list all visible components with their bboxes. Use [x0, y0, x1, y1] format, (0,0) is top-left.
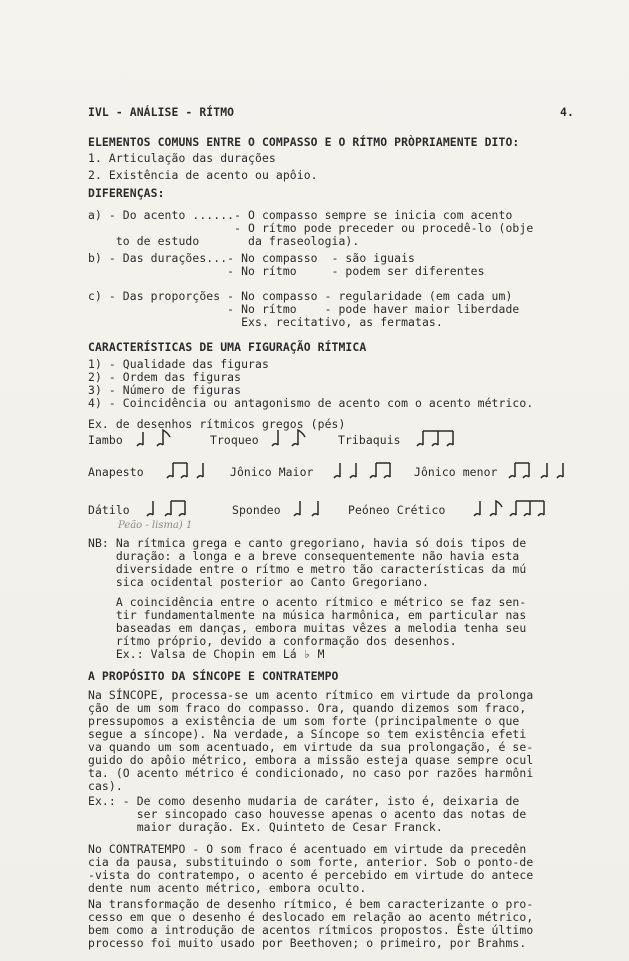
sec1-item: 2. Existência de acento ou apôio. [88, 168, 318, 182]
sincope-line: pressupomos a existência de um som forte (principalmente o que [88, 714, 520, 728]
sincope-line: segue a síncope). Na verdade, a Síncope so tem existência efeti [88, 727, 527, 741]
nb-line: A coincidência entre o acento rítmico e métrico se faz sen- [88, 595, 527, 609]
foot-peoneo-cretico-notes [470, 498, 554, 520]
foot-tribaquis-label: Tribaquis [338, 433, 401, 447]
nb-line: baseadas em danças, embora muitas vêzes a melodia tenha seu [88, 621, 527, 635]
foot-troqueo-label: Troqueo [210, 433, 259, 447]
diferencas-line: b) - Das durações...- No compasso - são iguais [88, 251, 416, 265]
diferencas-line: - No rítmo - pode haver maior liberdade [88, 302, 520, 316]
sincope-line: guido do apôio métrico, embora a missão esteja quase sempre ocul [88, 753, 534, 767]
contratempo-line: Na transformação de desenho rítmico, é bem caracterizante o pro- [88, 897, 534, 911]
sincope-line: ta. (O acento métrico é condicionado, no caso por razões harmôni [88, 766, 534, 780]
contratempo-line: bem como a introdução de acentos rítmicos propostos. Êste último [88, 923, 534, 937]
foot-spondeo-notes [290, 498, 330, 520]
foot-anapesto-notes [163, 460, 213, 482]
handwritten-annotation: Peão - lisma) 1 [118, 520, 193, 531]
contratempo-line: processo foi muito usado por Beethoven; o primeiro, por Brahms. [88, 936, 527, 950]
nb-line: tir fundamentalmente na música harmônica, em particular nas [88, 608, 527, 622]
contratempo-line: cia da pausa, substituindo o som forte, anterior. Sob o ponto-de [88, 855, 534, 869]
foot-peoneo-cretico-label: Peóneo Crético [348, 503, 446, 517]
foot-tribaquis-notes [413, 428, 463, 450]
sincope-line: maior duração. Ex. Quinteto de Cesar Franck. [88, 820, 443, 834]
nb-line: NB: Na rítmica grega e canto gregoriano, havia só dois tipos de [88, 536, 527, 550]
foot-jonico-maior-label: Jônico Maior [230, 465, 314, 479]
foot-jonico-menor-notes [505, 460, 575, 482]
foot-datilo-label: Dátilo [88, 503, 130, 517]
contratempo-line: dente num acento métrico, embora oculto. [88, 881, 367, 895]
foot-anapesto-label: Anapesto [88, 465, 144, 479]
nb-line: sica ocidental posterior ao Canto Gregoriano. [88, 575, 429, 589]
sec1-item: 1. Articulação das durações [88, 151, 276, 165]
sec1-heading: ELEMENTOS COMUNS ENTRE O COMPASSO E O RÍTMO PRÒPRIAMENTE DITO: [88, 135, 520, 149]
foot-datilo-notes [143, 498, 197, 520]
caracteristicas-heading: CARACTERÍSTICAS DE UMA FIGURAÇÃO RÍTMICA [88, 340, 367, 354]
foot-iambo-label: Iambo [88, 433, 123, 447]
diferencas-line: to de estudo da fraseologia). [88, 234, 360, 248]
caracteristicas-item: 4) - Coincidência ou antagonismo de acento com o acento métrico. [88, 396, 534, 410]
diferencas-line: c) - Das proporções - No compasso - regularidade (em cada um) [88, 289, 513, 303]
foot-spondeo-label: Spondeo [232, 503, 281, 517]
diferencas-line: a) - Do acento ......- O compasso sempre se inicia com acento [88, 208, 513, 222]
caracteristicas-item: 2) - Ordem das figuras [88, 370, 242, 384]
caracteristicas-item: 1) - Qualidade das figuras [88, 357, 269, 371]
sincope-line: Ex.: - De como desenho mudaria de caráter, isto é, deixaria de [88, 794, 520, 808]
caracteristicas-item: 3) - Número de figuras [88, 383, 242, 397]
nb-line: Ex.: Valsa de Chopin em Lá ♭ M [88, 647, 325, 661]
nb-line: duração: a longa e a breve consequentemente não havia esta [88, 549, 520, 563]
contratempo-line: -vista do contratempo, o acento é percebido em virtude do antece [88, 868, 534, 882]
foot-troqueo-notes [268, 428, 312, 450]
contratempo-line: cesso em que o desenho é deslocado em relação ao acento métrico, [88, 910, 534, 924]
diferencas-line: Exs. recitativo, as fermatas. [88, 315, 443, 329]
sincope-line: cas). [88, 779, 123, 793]
sincope-heading: A PROPÓSITO DA SÍNCOPE E CONTRATEMPO [88, 669, 339, 683]
foot-jonico-maior-notes [330, 460, 402, 482]
diferencas-line: - No rítmo - podem ser diferentes [88, 264, 485, 278]
foot-jonico-menor-label: Jônico menor [414, 465, 498, 479]
nb-line: rítmo próprio, devido a conformação dos desenhos. [88, 634, 457, 648]
exemplos-heading: Ex. de desenhos rítmicos gregos (pés) [88, 417, 346, 431]
diferencas-heading: DIFERENÇAS: [88, 186, 165, 200]
nb-line: diversidade entre o rítmo e metro tão características da mú [88, 562, 527, 576]
contratempo-line: No CONTRATEMPO - O som fraco é acentuado em virtude da precedên [88, 842, 527, 856]
sincope-line: ção de um som fraco do compasso. Ora, quando dizemos som fraco, [88, 701, 527, 715]
document-title: IVL - ANÁLISE - RÍTMO [88, 105, 235, 119]
foot-iambo-notes [133, 428, 177, 450]
sincope-line: va quando um som acentuado, em virtude da sua prolongação, é se- [88, 740, 534, 754]
sincope-line: ser sincopado caso houvesse apenas o acento das notas de [88, 807, 527, 821]
diferencas-line: - O rítmo pode preceder ou procedê-lo (obje [88, 221, 534, 235]
sincope-line: Na SÍNCOPE, processa-se um acento rítmico em virtude da prolonga [88, 688, 534, 702]
page-number: 4. [560, 105, 574, 119]
